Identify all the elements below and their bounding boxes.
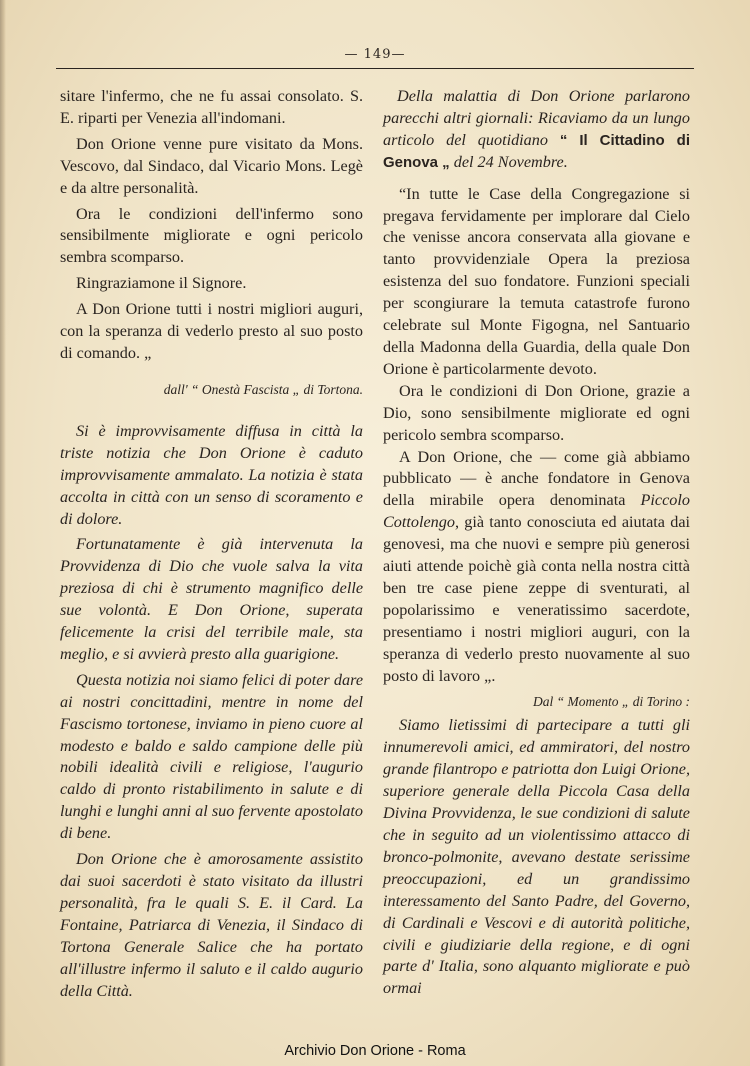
source-attribution-onesta-fascista: dall' “ Onestà Fascista „ di Tortona. xyxy=(163,381,363,397)
right-intro-text-a: Della malattia di Don Orione parlarono parecchi altri giornali: Ricaviamo da un lungo articolo del quotidiano xyxy=(383,87,690,149)
left-paragraph-9: Don Orione che è amorosamente assistito dai suoi sacerdoti è stato visitato da illustri personalità, fra le quali S. E. il Card. La Fontaine, Patriarca di Venezia, il Sindaco di Tortona Generale Salice che ha portato all'illustre infermo il saluto e il caldo augurio della Città. xyxy=(60,850,363,1000)
right-paragraph-2: Ora le condizioni di Don Orione, grazie a Dio, sono sensibilmente migliorate ed ogni pericolo sembra scomparso. xyxy=(383,381,690,444)
left-paragraph-5: A Don Orione tutti i nostri migliori auguri, con la speranza di vederlo presto al suo posto di comando. „ xyxy=(60,300,363,362)
right-paragraph-1: “In tutte le Case della Congregazione si pregava fervidamente per implorare dal Cielo che venisse ancora conservata alla giovane e tanto provvidenziale Opera la preziosa esistenza del suo fondatore. Funzioni speciali per scongiurare la temuta catastrofe furono celebrate sul Monte Figogna, nel Santuario della Madonna della Guardia, della quale Don Orione è particolarmente devoto. xyxy=(383,184,690,378)
archive-footer: Archivio Don Orione - Roma xyxy=(284,1043,466,1059)
left-paragraph-6: Si è improvvisamente diffusa in città la triste notizia che Don Orione è caduto improvvisamente ammalato. La notizia è stata accolta in città con un senso di scoramento e di dolore. xyxy=(60,421,363,528)
header-rule xyxy=(56,68,694,69)
right-intro-text-b: del 24 Novembre. xyxy=(449,152,568,171)
left-paragraph-3: Ora le condizioni dell'infermo sono sensibilmente migliorate e ogni pericolo sembra scomparso. xyxy=(60,204,363,267)
right-paragraph-3-text-a: A Don Orione, che — come già abbiamo pubblicato — è anche fondatore in Genova della mirabile opera denominata xyxy=(383,447,690,510)
page-number: — 149— xyxy=(344,47,406,62)
right-column xyxy=(383,86,690,1000)
right-paragraph-3 xyxy=(383,447,690,688)
left-paragraph-1: sitare l'infermo, che ne fu assai consolato. S. E. riparti per Venezia all'indomani. xyxy=(60,87,363,127)
left-column xyxy=(60,86,363,1002)
binding-edge-shadow xyxy=(0,0,6,1066)
source-attribution-momento: Dal “ Momento „ di Torino : xyxy=(532,694,690,710)
piccolo-cottolengo-name: Piccolo Cottolengo xyxy=(383,491,690,532)
left-paragraph-2: Don Orione venne pure visitato da Mons. Vescovo, dal Sindaco, dal Vicario Mons. Legè e da altre personalità. xyxy=(60,134,363,197)
left-paragraph-7: Fortunatamente è già intervenuta la Provvidenza di Dio che vuole salva la vita preziosa di chi è strumento magnifico delle sue volontà. E Don Orione, superata felicemente la crisi del terribile male, sta meglio, e si avvierà presto alla guarigione. xyxy=(60,535,363,663)
left-paragraph-8: Questa notizia noi siamo felici di poter dare ai nostri concittadini, mentre in nome del Fascismo tortonese, inviamo in pieno cuore al modesto e baldo e saldo campione delle più nobili idealità civili e religiose, l'augurio caldo di pronto ristabilimento in salute e di lunghi e lunghi anni al suo fervente apostolato di bene. xyxy=(60,670,363,843)
right-paragraph-3-text-b: , già tanto conosciuta ed aiutata dai genovesi, ma che nuovi e sempre più generosi aiuti attende poichè già conta nella nostra città ben tre case piene zeppe di sventurati, al popolarissimo e veneratissimo sacerdote, presentiamo i nostri migliori auguri, con la speranza di vederlo presto nuovamente al suo posto di lavoro „. xyxy=(383,513,690,685)
newspaper-title-cittadino-di-genova: “ Il Cittadino di Genova „ xyxy=(383,131,691,171)
left-paragraph-4: Ringraziamone il Signore. xyxy=(76,274,247,293)
right-intro-paragraph xyxy=(383,86,690,174)
right-paragraph-4: Siamo lietissimi di partecipare a tutti gli innumerevoli amici, ed ammiratori, del nostro grande filantropo e patriotta don Luigi Orione, superiore generale della Piccola Casa della Divina Provvidenza, le sue condizioni di salute che in seguito ad un violentissimo attacco di bronco-polmonite, avevano destate serissime preoccupazioni, ed un grandissimo interessamento del Santo Padre, del Governo, di Cardinali e Vescovi e di autorità politiche, civili e giudiziarie della regione, e di ogni parte d' Italia, sono alquanto migliorate e può ormai xyxy=(383,716,690,998)
